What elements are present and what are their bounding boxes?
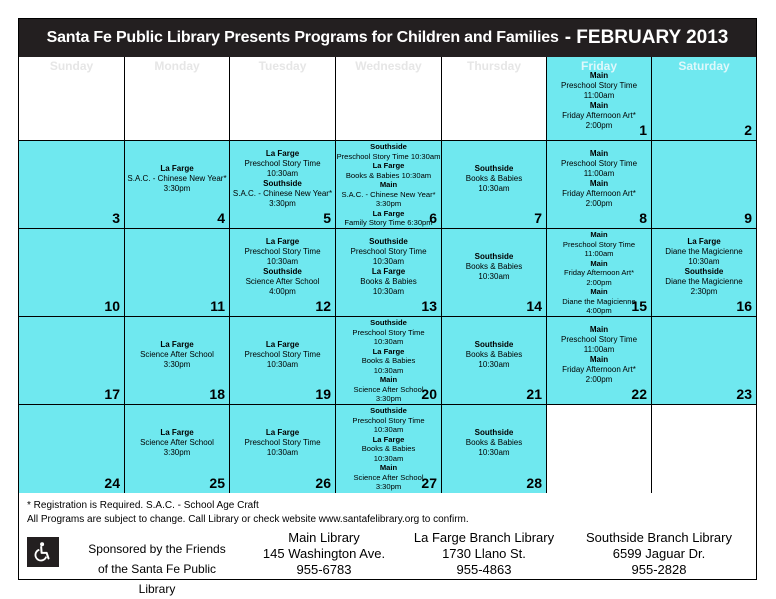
calendar-empty-cell [442,57,547,141]
calendar-empty-cell [336,57,442,141]
day-number: 7 [534,210,542,226]
event-detail: 10:30am [478,184,510,193]
event-detail: 4:00pm [269,287,296,296]
event-detail: 11:00am [584,249,614,258]
event-detail: Preschool Story Time [562,239,636,249]
event-branch: Main [589,71,609,80]
event-detail: 2:00pm [586,277,612,287]
event-detail: Diane the Magicienne [665,277,743,286]
event-branch: Main [589,325,609,334]
event-branch: La Farge [687,237,721,246]
event-detail: 10:30am [373,365,404,375]
calendar-grid [19,57,756,495]
day-name: Thursday [466,59,521,73]
event-branch: La Farge [160,164,194,173]
day-name: Friday [580,59,617,73]
calendar-day-2 [652,57,756,141]
month-title: - FEBRUARY 2013 [564,27,729,48]
sponsor-text [81,539,233,599]
event-list [652,237,756,297]
event-branch: Southside [474,164,514,173]
event-detail: 11:00am [583,91,615,100]
calendar-day-16 [652,229,756,317]
event-list [230,340,335,370]
event-detail: Preschool Story Time [352,415,425,425]
event-branch: Main [379,180,398,189]
event-list [125,340,229,370]
event-detail: Preschool Story Time [560,159,638,168]
event-detail: Books & Babies [360,277,417,286]
event-list [442,428,546,458]
event-detail: Preschool Story Time [244,438,321,447]
event-detail: 2:30pm [690,287,718,296]
event-detail: 3:30pm [269,199,296,208]
day-name: Saturday [678,59,730,73]
library-phone: 955-6783 [296,562,352,577]
calendar-day-5 [230,141,336,229]
event-detail: 3:30pm [163,448,191,457]
event-detail: 3:30pm [375,394,402,403]
event-detail: Preschool Story Time [350,247,427,256]
event-branch: Southside [370,318,407,327]
calendar-day-28 [442,405,547,493]
event-detail: 2:00pm [585,121,613,130]
event-detail: 10:30am [266,360,299,369]
calendar-day-9 [652,141,756,229]
event-detail: 10:30am [373,453,404,463]
calendar-day-21 [442,317,547,405]
calendar-empty-cell [125,57,230,141]
calendar-day-27 [336,405,442,493]
event-detail: 10:30am [372,257,405,266]
library-address: 1730 Llano St. [442,546,526,561]
event-branch: Southside [263,179,302,188]
event-detail: 10:30am [478,272,510,281]
event-list [125,428,229,458]
event-detail: 10:30am [266,448,299,457]
calendar-day-12 [230,229,336,317]
calendar-day-20 [336,317,442,405]
event-detail: 10:30am [372,287,405,296]
calendar-empty-cell [547,405,652,493]
event-branch: La Farge [372,434,405,444]
day-number: 13 [421,298,437,314]
day-number: 2 [744,122,752,138]
calendar-header [19,19,756,57]
sponsor-line-1: Sponsored by the Friends [88,542,226,556]
change-note: All Programs are subject to change. Call Library or check website www.santafelibrary.org to confirm. [27,514,469,525]
event-detail: 2:00pm [585,375,613,384]
day-number: 23 [736,386,752,402]
event-branch: Southside [369,237,408,246]
event-branch: Main [589,355,609,364]
event-detail: Diane the Magicienne [562,296,636,306]
day-number: 17 [104,386,120,402]
calendar-empty-cell [19,57,125,141]
event-branch: Southside [684,267,724,276]
event-detail: Books & Babies [361,444,416,453]
day-name: Tuesday [258,59,307,73]
event-branch: Southside [370,142,407,151]
library-phone: 955-4863 [456,562,512,577]
event-detail: Books & Babies 10:30am [345,170,432,180]
library-main [239,530,409,578]
event-detail: 10:30am [478,448,510,457]
library-address: 145 Washington Ave. [262,546,386,561]
event-list [547,149,651,209]
event-branch: La Farge [160,428,194,437]
event-detail: Family Story Time 6:30pm [344,218,433,227]
day-number: 9 [744,210,752,226]
calendar-empty-cell [652,405,756,493]
calendar-day-13 [336,229,442,317]
day-number: 15 [631,298,647,314]
event-detail: Friday Afternoon Art* [562,111,636,120]
event-detail: 11:00am [583,345,615,354]
calendar-day-7 [442,141,547,229]
event-detail: Science After School [353,384,424,394]
event-detail: Books & Babies [361,356,416,365]
calendar-day-17 [19,317,125,405]
event-branch: Southside [370,406,407,415]
event-detail: 10:30am [373,425,404,434]
event-detail: S.A.C. - Chinese New Year* [127,174,227,183]
calendar-day-3 [19,141,125,229]
day-number: 26 [315,475,331,491]
day-number: 14 [526,298,542,314]
event-list [442,164,546,194]
event-detail: 2:00pm [585,199,613,208]
calendar-day-11 [125,229,230,317]
event-branch: La Farge [265,237,300,246]
day-number: 19 [315,386,331,402]
event-detail: Preschool Story Time [560,81,638,90]
registration-note: * Registration is Required. S.A.C. - School Age Craft [27,500,259,511]
event-list [547,325,651,385]
calendar-day-14 [442,229,547,317]
event-branch: La Farge [265,428,300,437]
day-number: 28 [526,475,542,491]
calendar-day-10 [19,229,125,317]
event-detail: Books & Babies [465,350,523,359]
event-branch: La Farge [372,161,405,170]
event-detail: Preschool Story Time [560,335,638,344]
event-branch: Main [379,463,398,472]
day-number: 11 [210,298,225,314]
event-branch: La Farge [372,208,405,218]
event-branch: La Farge [265,149,300,158]
day-number: 12 [315,298,331,314]
day-number: 6 [429,210,437,226]
event-branch: Main [379,375,398,384]
event-detail: Science After School [245,277,320,286]
calendar-empty-cell [230,57,336,141]
event-detail: Preschool Story Time [352,327,425,337]
day-number: 16 [736,298,752,314]
event-detail: Science After School [140,350,214,359]
event-detail: Friday Afternoon Art* [562,189,636,198]
event-list [230,149,335,209]
event-branch: Main [590,230,608,239]
day-name: Monday [154,59,200,73]
event-detail: 10:30am [688,257,720,266]
wheelchair-icon [27,537,59,567]
event-list [442,340,546,370]
event-branch: Southside [263,267,302,276]
event-detail: Preschool Story Time 10:30am [336,151,441,161]
day-number: 25 [209,475,225,491]
day-number: 24 [104,475,120,491]
event-list [336,237,441,297]
day-number: 1 [639,122,647,138]
calendar-day-18 [125,317,230,405]
library-name: Main Library [288,530,360,545]
event-detail: Science After School [140,438,214,447]
event-list [230,237,335,297]
day-name: Wednesday [355,59,422,73]
event-list [442,252,546,282]
event-branch: La Farge [265,340,300,349]
event-detail: 4:00pm [586,306,612,315]
calendar-day-15 [547,229,652,317]
event-detail: Science After School [353,472,424,482]
event-detail: 3:30pm [163,360,191,369]
event-detail: 3:30pm [375,199,402,208]
event-detail: Friday Afternoon Art* [562,365,636,374]
event-branch: Southside [474,428,514,437]
event-detail: 10:30am [373,337,404,346]
event-list [547,71,651,131]
event-detail: Books & Babies [465,174,523,183]
calendar-day-25 [125,405,230,493]
event-detail: 10:30am [478,360,510,369]
day-name: Sunday [49,59,94,73]
event-branch: Main [589,179,609,188]
day-number: 22 [631,386,647,402]
calendar-day-4 [125,141,230,229]
event-branch: La Farge [371,267,406,276]
event-detail: S.A.C. - Chinese New Year* [232,189,333,198]
event-detail: S.A.C. - Chinese New Year* [341,189,436,199]
calendar-day-24 [19,405,125,493]
calendar-day-22 [547,317,652,405]
event-branch: Main [589,149,609,158]
calendar-day-1 [547,57,652,141]
event-detail: 3:30pm [375,482,402,491]
calendar-day-8 [547,141,652,229]
event-detail: Preschool Story Time [244,350,321,359]
event-detail: Preschool Story Time [244,159,321,168]
calendar-frame [18,18,757,596]
day-number: 3 [112,210,120,226]
day-number: 20 [421,386,437,402]
library-la-farge [399,530,569,578]
event-branch: Main [590,258,608,268]
event-detail: 10:30am [266,169,299,178]
event-detail: 3:30pm [163,184,191,193]
event-detail: Diane the Magicienne [665,247,743,256]
page-title: Santa Fe Public Library Presents Programs for Children and Families [46,29,559,46]
event-detail: Books & Babies [465,262,523,271]
event-branch: La Farge [372,346,405,356]
event-list [125,164,229,194]
library-phone: 955-2828 [631,562,687,577]
event-detail: Books & Babies [465,438,523,447]
sponsor-line-2: of the Santa Fe Public Library [97,562,217,596]
calendar-day-6 [336,141,442,229]
calendar-day-19 [230,317,336,405]
day-number: 5 [323,210,331,226]
event-branch: Main [589,101,609,110]
library-name: Southside Branch Library [586,530,732,545]
library-southside [571,530,747,578]
calendar-day-26 [230,405,336,493]
library-name: La Farge Branch Library [413,530,555,545]
day-number: 8 [639,210,647,226]
event-detail: Friday Afternoon Art* [563,268,635,277]
day-number: 18 [209,386,225,402]
event-branch: Main [590,287,608,296]
day-number: 4 [217,210,225,226]
event-detail: 11:00am [583,169,615,178]
calendar-day-23 [652,317,756,405]
event-branch: La Farge [160,340,194,349]
event-branch: Southside [474,340,514,349]
event-list [336,142,441,228]
day-number: 27 [421,475,437,491]
day-number: 10 [104,298,120,314]
day-number: 21 [526,386,542,402]
event-detail: Preschool Story Time [244,247,321,256]
library-address: 6599 Jaguar Dr. [612,546,706,561]
event-detail: 10:30am [266,257,299,266]
event-branch: Southside [474,252,514,261]
event-list [230,428,335,458]
